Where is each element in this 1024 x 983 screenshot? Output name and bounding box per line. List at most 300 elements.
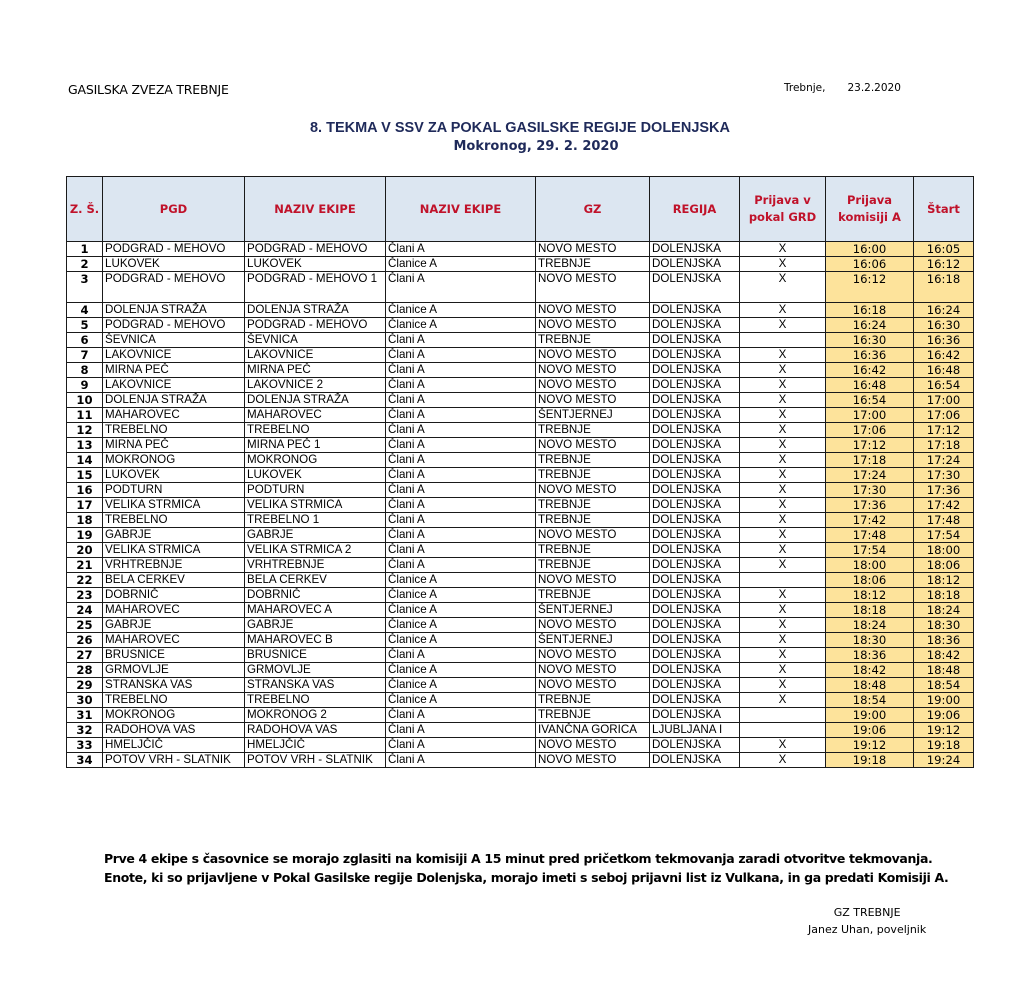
pgd-cell: VELIKA STRMICA <box>103 498 245 513</box>
note-line-2: Enote, ki so prijavljene v Pokal Gasilske regije Dolenjska, morajo imeti s seboj prijavni list iz Vulkana, in ga predati Komisiji A. <box>104 870 949 885</box>
gz-cell: ŠENTJERNEJ <box>536 603 650 618</box>
table-row <box>67 333 974 348</box>
commission-time-cell: 19:18 <box>826 753 914 768</box>
row-number: 32 <box>67 723 103 738</box>
commission-time-cell: 19:06 <box>826 723 914 738</box>
pgd-cell: BELA CERKEV <box>103 573 245 588</box>
commission-time-cell: 18:12 <box>826 588 914 603</box>
gz-cell: TREBNJE <box>536 423 650 438</box>
region-cell: DOLENJSKA <box>650 738 740 753</box>
category-cell: Člani A <box>386 333 536 348</box>
start-time-cell: 17:54 <box>914 528 974 543</box>
gz-cell: TREBNJE <box>536 588 650 603</box>
gz-cell: TREBNJE <box>536 513 650 528</box>
col-header-grd-line1: Prijava v <box>754 193 811 207</box>
table-row <box>67 408 974 423</box>
start-time-cell: 16:42 <box>914 348 974 363</box>
start-time-cell: 19:12 <box>914 723 974 738</box>
commission-time-cell: 18:18 <box>826 603 914 618</box>
gz-cell: NOVO MESTO <box>536 393 650 408</box>
region-cell: DOLENJSKA <box>650 693 740 708</box>
region-cell: DOLENJSKA <box>650 753 740 768</box>
grd-entry-cell <box>740 573 826 588</box>
row-number: 29 <box>67 678 103 693</box>
grd-entry-cell: X <box>740 423 826 438</box>
gz-cell: NOVO MESTO <box>536 738 650 753</box>
region-cell: DOLENJSKA <box>650 438 740 453</box>
category-cell: Članice A <box>386 603 536 618</box>
grd-entry-cell: X <box>740 558 826 573</box>
start-time-cell: 17:48 <box>914 513 974 528</box>
region-cell: DOLENJSKA <box>650 257 740 272</box>
gz-cell: TREBNJE <box>536 453 650 468</box>
pgd-cell: LUKOVEK <box>103 468 245 483</box>
commission-time-cell: 17:00 <box>826 408 914 423</box>
row-number: 14 <box>67 453 103 468</box>
category-cell: Člani A <box>386 393 536 408</box>
table-header-row <box>67 177 974 242</box>
table-row <box>67 573 974 588</box>
col-header-pgd: PGD <box>103 177 245 242</box>
team-name-cell: MAHAROVEC <box>245 408 386 423</box>
pgd-cell: RADOHOVA VAS <box>103 723 245 738</box>
col-header-commission-entry <box>826 177 914 242</box>
commission-time-cell: 18:54 <box>826 693 914 708</box>
grd-entry-cell: X <box>740 543 826 558</box>
start-time-cell: 16:05 <box>914 242 974 257</box>
table-row <box>67 303 974 318</box>
region-cell: DOLENJSKA <box>650 453 740 468</box>
pgd-cell: MOKRONOG <box>103 453 245 468</box>
note-line-1: Prve 4 ekipe s časovnice se morajo zglasiti na komisiji A 15 minut pred pričetkom tekmovanja zaradi otvoritve tekmovanja. <box>104 851 933 866</box>
start-time-cell: 19:00 <box>914 693 974 708</box>
document-subtitle: Mokronog, 29. 2. 2020 <box>453 139 619 154</box>
team-name-cell: MAHAROVEC A <box>245 603 386 618</box>
table-row <box>67 257 974 272</box>
start-time-cell: 18:06 <box>914 558 974 573</box>
gz-cell: ŠENTJERNEJ <box>536 408 650 423</box>
category-cell: Člani A <box>386 242 536 257</box>
team-name-cell: MOKRONOG <box>245 453 386 468</box>
category-cell: Člani A <box>386 468 536 483</box>
row-number: 1 <box>67 242 103 257</box>
pgd-cell: PODGRAD - MEHOVO <box>103 242 245 257</box>
commission-time-cell: 16:30 <box>826 333 914 348</box>
commission-time-cell: 16:12 <box>826 272 914 303</box>
category-cell: Člani A <box>386 378 536 393</box>
col-header-zs: Z. Š. <box>67 177 103 242</box>
grd-entry-cell: X <box>740 513 826 528</box>
region-cell: DOLENJSKA <box>650 588 740 603</box>
category-cell: Članice A <box>386 303 536 318</box>
pgd-cell: GRMOVLJE <box>103 663 245 678</box>
gz-cell: TREBNJE <box>536 693 650 708</box>
commission-time-cell: 17:18 <box>826 453 914 468</box>
pgd-cell: DOLENJA STRAŽA <box>103 303 245 318</box>
pgd-cell: VELIKA STRMICA <box>103 543 245 558</box>
table-row <box>67 272 974 303</box>
gz-cell: NOVO MESTO <box>536 303 650 318</box>
start-time-cell: 18:42 <box>914 648 974 663</box>
table-row <box>67 678 974 693</box>
category-cell: Člani A <box>386 453 536 468</box>
row-number: 24 <box>67 603 103 618</box>
table-row <box>67 618 974 633</box>
start-time-cell: 18:12 <box>914 573 974 588</box>
start-time-cell: 16:18 <box>914 272 974 303</box>
pgd-cell: LAKOVNICE <box>103 378 245 393</box>
start-time-cell: 19:06 <box>914 708 974 723</box>
pgd-cell: MAHAROVEC <box>103 633 245 648</box>
grd-entry-cell: X <box>740 438 826 453</box>
pgd-cell: MAHAROVEC <box>103 603 245 618</box>
row-number: 4 <box>67 303 103 318</box>
commission-time-cell: 17:36 <box>826 498 914 513</box>
start-time-cell: 16:24 <box>914 303 974 318</box>
table-row <box>67 438 974 453</box>
pgd-cell: MAHAROVEC <box>103 408 245 423</box>
commission-time-cell: 18:48 <box>826 678 914 693</box>
gz-cell: NOVO MESTO <box>536 648 650 663</box>
grd-entry-cell: X <box>740 318 826 333</box>
start-time-cell: 18:24 <box>914 603 974 618</box>
region-cell: DOLENJSKA <box>650 573 740 588</box>
start-time-cell: 18:48 <box>914 663 974 678</box>
pgd-cell: GABRJE <box>103 528 245 543</box>
category-cell: Članice A <box>386 693 536 708</box>
category-cell: Člani A <box>386 483 536 498</box>
table-row <box>67 498 974 513</box>
start-time-cell: 17:06 <box>914 408 974 423</box>
commission-time-cell: 18:00 <box>826 558 914 573</box>
gz-cell: NOVO MESTO <box>536 363 650 378</box>
team-name-cell: VRHTREBNJE <box>245 558 386 573</box>
pgd-cell: MIRNA PEČ <box>103 438 245 453</box>
pgd-cell: BRUSNICE <box>103 648 245 663</box>
category-cell: Člani A <box>386 423 536 438</box>
row-number: 30 <box>67 693 103 708</box>
team-name-cell: MOKRONOG 2 <box>245 708 386 723</box>
gz-cell: NOVO MESTO <box>536 483 650 498</box>
category-cell: Članice A <box>386 573 536 588</box>
grd-entry-cell: X <box>740 242 826 257</box>
gz-cell: TREBNJE <box>536 333 650 348</box>
start-time-cell: 17:00 <box>914 393 974 408</box>
gz-cell: NOVO MESTO <box>536 678 650 693</box>
category-cell: Člani A <box>386 363 536 378</box>
gz-cell: TREBNJE <box>536 708 650 723</box>
table-row <box>67 648 974 663</box>
row-number: 33 <box>67 738 103 753</box>
start-time-cell: 18:54 <box>914 678 974 693</box>
pgd-cell: PODTURN <box>103 483 245 498</box>
commission-time-cell: 16:24 <box>826 318 914 333</box>
place-date <box>784 82 901 94</box>
region-cell: DOLENJSKA <box>650 678 740 693</box>
region-cell: DOLENJSKA <box>650 618 740 633</box>
row-number: 22 <box>67 573 103 588</box>
pgd-cell: TREBELNO <box>103 693 245 708</box>
grd-entry-cell: X <box>740 393 826 408</box>
commission-time-cell: 17:54 <box>826 543 914 558</box>
table-row <box>67 393 974 408</box>
category-cell: Člani A <box>386 708 536 723</box>
col-header-start: Štart <box>914 177 974 242</box>
col-header-kom-line1: Prijava <box>846 193 892 207</box>
commission-time-cell: 16:36 <box>826 348 914 363</box>
row-number: 13 <box>67 438 103 453</box>
col-header-region: REGIJA <box>650 177 740 242</box>
region-cell: DOLENJSKA <box>650 303 740 318</box>
grd-entry-cell: X <box>740 678 826 693</box>
row-number: 28 <box>67 663 103 678</box>
grd-entry-cell: X <box>740 468 826 483</box>
table-row <box>67 318 974 333</box>
team-name-cell: PODGRAD - MEHOVO <box>245 242 386 257</box>
row-number: 25 <box>67 618 103 633</box>
document-title: 8. TEKMA V SSV ZA POKAL GASILSKE REGIJE DOLENJSKA <box>309 120 731 136</box>
commission-time-cell: 18:36 <box>826 648 914 663</box>
start-time-cell: 16:54 <box>914 378 974 393</box>
row-number: 15 <box>67 468 103 483</box>
region-cell: DOLENJSKA <box>650 468 740 483</box>
row-number: 34 <box>67 753 103 768</box>
grd-entry-cell <box>740 333 826 348</box>
commission-time-cell: 17:30 <box>826 483 914 498</box>
signature-org: GZ TREBNJE <box>833 906 901 919</box>
grd-entry-cell: X <box>740 528 826 543</box>
gz-cell: NOVO MESTO <box>536 348 650 363</box>
row-number: 27 <box>67 648 103 663</box>
pgd-cell: ŠEVNICA <box>103 333 245 348</box>
row-number: 18 <box>67 513 103 528</box>
table-row <box>67 348 974 363</box>
pgd-cell: TREBELNO <box>103 513 245 528</box>
team-name-cell: BRUSNICE <box>245 648 386 663</box>
commission-time-cell: 17:48 <box>826 528 914 543</box>
table-row <box>67 603 974 618</box>
start-time-cell: 17:12 <box>914 423 974 438</box>
category-cell: Člani A <box>386 513 536 528</box>
pgd-cell: VRHTREBNJE <box>103 558 245 573</box>
row-number: 5 <box>67 318 103 333</box>
document-date: 23.2.2020 <box>847 82 901 94</box>
pgd-cell: LUKOVEK <box>103 257 245 272</box>
start-time-cell: 16:36 <box>914 333 974 348</box>
col-header-grd-line2: pokal GRD <box>748 210 817 224</box>
signature <box>808 904 926 938</box>
team-name-cell: DOLENJA STRAŽA <box>245 303 386 318</box>
pgd-cell: STRANSKA VAS <box>103 678 245 693</box>
region-cell: DOLENJSKA <box>650 378 740 393</box>
grd-entry-cell: X <box>740 633 826 648</box>
pgd-cell: PODGRAD - MEHOVO <box>103 318 245 333</box>
category-cell: Člani A <box>386 348 536 363</box>
team-name-cell: GABRJE <box>245 528 386 543</box>
start-time-cell: 19:18 <box>914 738 974 753</box>
gz-cell: ŠENTJERNEJ <box>536 633 650 648</box>
table-row <box>67 363 974 378</box>
table-row <box>67 423 974 438</box>
row-number: 19 <box>67 528 103 543</box>
table-row <box>67 468 974 483</box>
region-cell: DOLENJSKA <box>650 363 740 378</box>
table-row <box>67 528 974 543</box>
start-time-cell: 18:36 <box>914 633 974 648</box>
commission-time-cell: 16:54 <box>826 393 914 408</box>
region-cell: LJUBLJANA I <box>650 723 740 738</box>
category-cell: Članice A <box>386 633 536 648</box>
team-name-cell: TREBELNO <box>245 423 386 438</box>
row-number: 9 <box>67 378 103 393</box>
gz-cell: NOVO MESTO <box>536 528 650 543</box>
start-time-cell: 18:30 <box>914 618 974 633</box>
pgd-cell: HMELJČIČ <box>103 738 245 753</box>
team-name-cell: MAHAROVEC B <box>245 633 386 648</box>
gz-cell: TREBNJE <box>536 543 650 558</box>
row-number: 23 <box>67 588 103 603</box>
region-cell: DOLENJSKA <box>650 543 740 558</box>
team-name-cell: MIRNA PEČ <box>245 363 386 378</box>
row-number: 7 <box>67 348 103 363</box>
team-name-cell: VELIKA STRMICA 2 <box>245 543 386 558</box>
pgd-cell: MIRNA PEČ <box>103 363 245 378</box>
table-row <box>67 723 974 738</box>
pgd-cell: LAKOVNICE <box>103 348 245 363</box>
region-cell: DOLENJSKA <box>650 348 740 363</box>
table-row <box>67 453 974 468</box>
gz-cell: TREBNJE <box>536 558 650 573</box>
grd-entry-cell: X <box>740 272 826 303</box>
table-row <box>67 708 974 723</box>
start-time-cell: 17:18 <box>914 438 974 453</box>
commission-time-cell: 18:30 <box>826 633 914 648</box>
commission-time-cell: 16:42 <box>826 363 914 378</box>
region-cell: DOLENJSKA <box>650 513 740 528</box>
place: Trebnje, <box>784 82 826 94</box>
gz-cell: NOVO MESTO <box>536 753 650 768</box>
gz-cell: NOVO MESTO <box>536 378 650 393</box>
gz-cell: NOVO MESTO <box>536 573 650 588</box>
col-header-gz: GZ <box>536 177 650 242</box>
table-row <box>67 513 974 528</box>
commission-time-cell: 16:06 <box>826 257 914 272</box>
region-cell: DOLENJSKA <box>650 498 740 513</box>
start-time-cell: 18:18 <box>914 588 974 603</box>
category-cell: Člani A <box>386 438 536 453</box>
pgd-cell: TREBELNO <box>103 423 245 438</box>
signature-person: Janez Uhan, poveljnik <box>808 923 927 936</box>
row-number: 10 <box>67 393 103 408</box>
table-row <box>67 663 974 678</box>
table-row <box>67 693 974 708</box>
table-row <box>67 633 974 648</box>
category-cell: Člani A <box>386 648 536 663</box>
row-number: 31 <box>67 708 103 723</box>
category-cell: Člani A <box>386 723 536 738</box>
region-cell: DOLENJSKA <box>650 318 740 333</box>
gz-cell: TREBNJE <box>536 468 650 483</box>
pgd-cell: DOBRNIČ <box>103 588 245 603</box>
grd-entry-cell <box>740 708 826 723</box>
team-name-cell: BELA CERKEV <box>245 573 386 588</box>
row-number: 2 <box>67 257 103 272</box>
grd-entry-cell: X <box>740 483 826 498</box>
grd-entry-cell: X <box>740 348 826 363</box>
grd-entry-cell: X <box>740 618 826 633</box>
category-cell: Člani A <box>386 558 536 573</box>
col-header-kom-line2: komisiji A <box>838 210 901 224</box>
team-name-cell: GRMOVLJE <box>245 663 386 678</box>
start-time-cell: 17:42 <box>914 498 974 513</box>
region-cell: DOLENJSKA <box>650 272 740 303</box>
team-name-cell: TREBELNO <box>245 693 386 708</box>
region-cell: DOLENJSKA <box>650 423 740 438</box>
region-cell: DOLENJSKA <box>650 242 740 257</box>
team-name-cell: MIRNA PEČ 1 <box>245 438 386 453</box>
grd-entry-cell: X <box>740 648 826 663</box>
team-name-cell: TREBELNO 1 <box>245 513 386 528</box>
table-row <box>67 738 974 753</box>
team-name-cell: PODTURN <box>245 483 386 498</box>
team-name-cell: LUKOVEK <box>245 257 386 272</box>
gz-cell: TREBNJE <box>536 257 650 272</box>
region-cell: DOLENJSKA <box>650 408 740 423</box>
commission-time-cell: 19:12 <box>826 738 914 753</box>
row-number: 8 <box>67 363 103 378</box>
start-time-cell: 16:12 <box>914 257 974 272</box>
region-cell: DOLENJSKA <box>650 393 740 408</box>
row-number: 12 <box>67 423 103 438</box>
grd-entry-cell: X <box>740 603 826 618</box>
table-row <box>67 588 974 603</box>
grd-entry-cell: X <box>740 753 826 768</box>
commission-time-cell: 17:06 <box>826 423 914 438</box>
start-time-cell: 17:24 <box>914 453 974 468</box>
category-cell: Člani A <box>386 738 536 753</box>
team-name-cell: LAKOVNICE 2 <box>245 378 386 393</box>
gz-cell: NOVO MESTO <box>536 242 650 257</box>
commission-time-cell: 16:48 <box>826 378 914 393</box>
gz-cell: NOVO MESTO <box>536 318 650 333</box>
category-cell: Člani A <box>386 528 536 543</box>
gz-cell: IVANČNA GORICA <box>536 723 650 738</box>
category-cell: Članice A <box>386 678 536 693</box>
table-row <box>67 378 974 393</box>
pgd-cell: PODGRAD - MEHOVO <box>103 272 245 303</box>
region-cell: DOLENJSKA <box>650 333 740 348</box>
team-name-cell: GABRJE <box>245 618 386 633</box>
category-cell: Članice A <box>386 618 536 633</box>
schedule-table <box>66 176 974 768</box>
category-cell: Člani A <box>386 272 536 303</box>
grd-entry-cell: X <box>740 453 826 468</box>
category-cell: Članice A <box>386 257 536 272</box>
commission-time-cell: 17:24 <box>826 468 914 483</box>
grd-entry-cell: X <box>740 257 826 272</box>
region-cell: DOLENJSKA <box>650 603 740 618</box>
commission-time-cell: 19:00 <box>826 708 914 723</box>
col-header-grd-entry <box>740 177 826 242</box>
commission-time-cell: 16:00 <box>826 242 914 257</box>
category-cell: Člani A <box>386 543 536 558</box>
start-time-cell: 18:00 <box>914 543 974 558</box>
category-cell: Člani A <box>386 498 536 513</box>
grd-entry-cell: X <box>740 378 826 393</box>
team-name-cell: RADOHOVA VAS <box>245 723 386 738</box>
row-number: 17 <box>67 498 103 513</box>
team-name-cell: DOBRNIČ <box>245 588 386 603</box>
